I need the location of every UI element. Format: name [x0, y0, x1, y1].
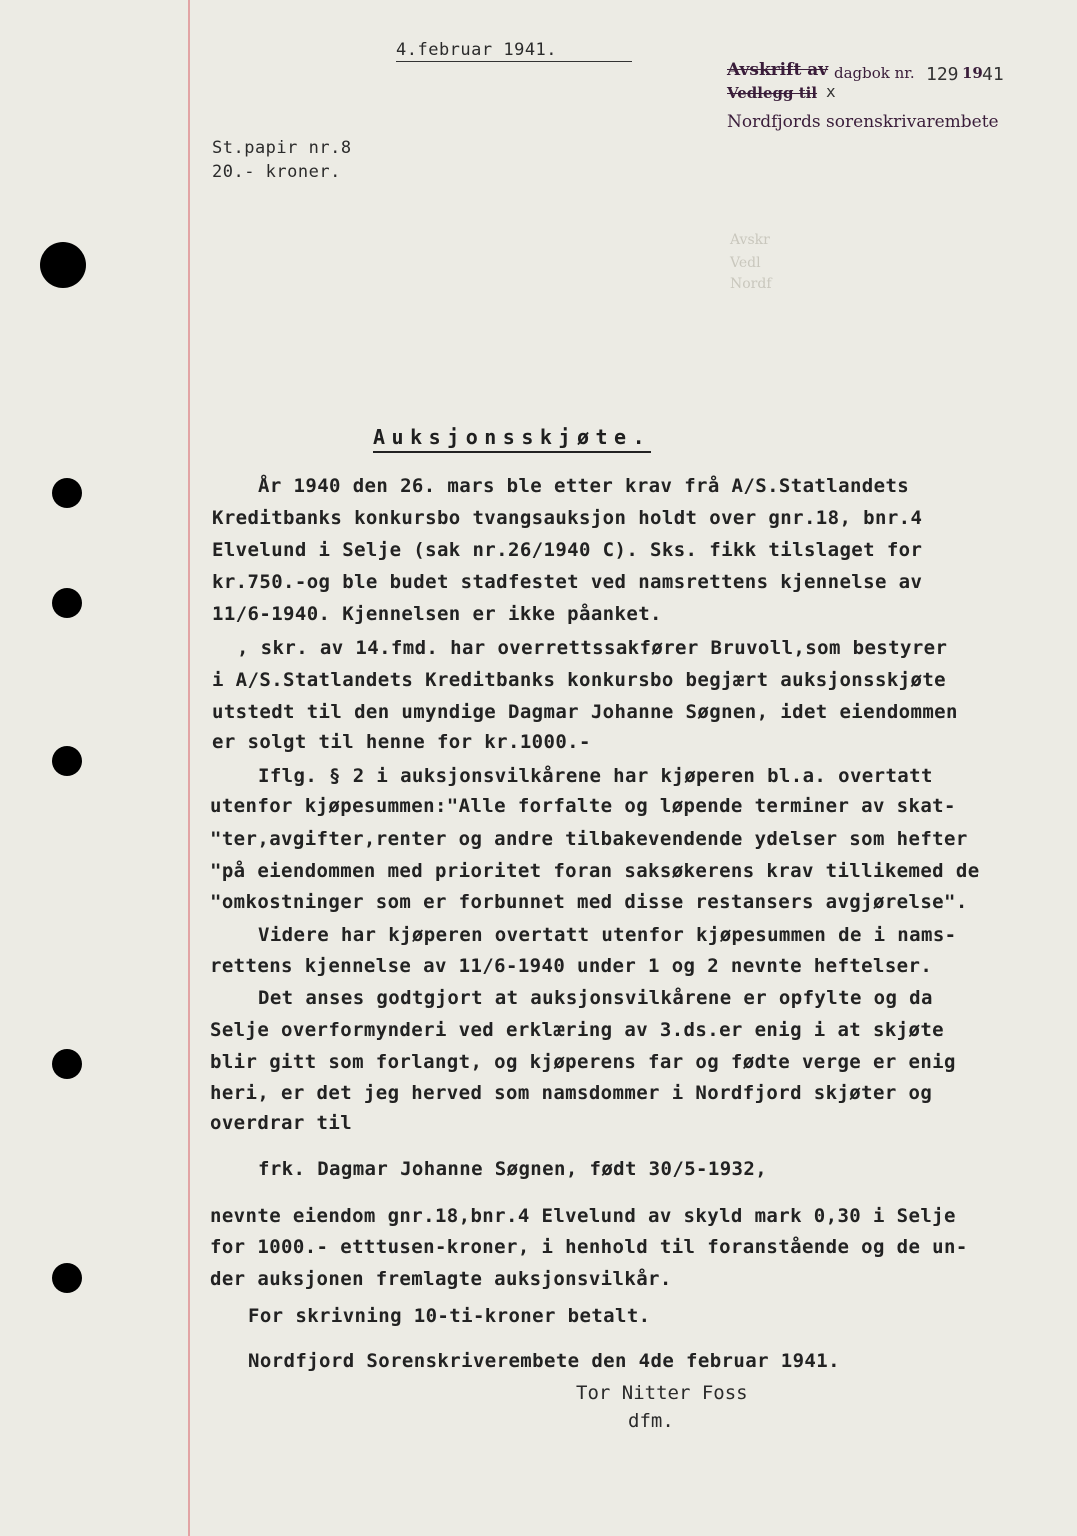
stamp-dagbok: dagbok nr. — [834, 64, 915, 82]
body-line: utstedt til den umyndige Dagmar Johanne Søgnen, idet eiendommen — [212, 701, 958, 723]
body-line: blir gitt som forlangt, og kjøperens far og fødte verge er enig — [210, 1051, 956, 1073]
body-line: for 1000.- etttusen-kroner, i henhold til foranstående og de un- — [210, 1236, 968, 1258]
body-line: nevnte eiendom gnr.18,bnr.4 Elvelund av skyld mark 0,30 i Selje — [210, 1205, 956, 1227]
body-line: heri, er det jeg herved som namsdommer i Nordfjord skjøter og — [210, 1082, 933, 1104]
body-line: 11/6-1940. Kjennelsen er ikke påanket. — [212, 603, 662, 625]
stamp-year-prefix: 19 — [962, 64, 983, 82]
faded-stamp-line: Avskr — [730, 232, 770, 248]
body-line: Kreditbanks konkursbo tvangsauksjon holdt over gnr.18, bnr.4 — [212, 507, 923, 529]
document-heading: Auksjonsskjøte. — [373, 425, 651, 453]
body-line: Selje overformynderi ved erklæring av 3.ds.er enig i at skjøte — [210, 1019, 945, 1041]
body-line: Videre har kjøperen overtatt utenfor kjøpesummen de i nams- — [258, 924, 957, 946]
signature-title: dfm. — [628, 1410, 674, 1432]
body-line: frk. Dagmar Johanne Søgnen, født 30/5-1932, — [258, 1158, 768, 1180]
body-line: , skr. av 14.fmd. har overrettssakfører Bruvoll,som bestyrer — [237, 637, 948, 659]
faded-stamp-line: Vedl — [730, 255, 761, 271]
body-line: overdrar til — [210, 1112, 353, 1134]
body-line: rettens kjennelse av 11/6-1940 under 1 og 2 nevnte heftelser. — [210, 955, 933, 977]
punch-hole — [52, 746, 82, 776]
signature-name: Tor Nitter Foss — [576, 1382, 748, 1404]
punch-hole — [40, 242, 86, 288]
margin-line — [188, 0, 190, 1536]
body-line: "på eiendommen med prioritet foran saksøkerens krav tillikemed de — [210, 860, 980, 882]
body-line: "ter,avgifter,renter og andre tilbakevendende ydelser som hefter — [210, 828, 968, 850]
body-line: "omkostninger som er forbunnet med disse restansers avgjørelse". — [210, 891, 968, 913]
body-line: For skrivning 10-ti-kroner betalt. — [248, 1305, 651, 1327]
stamp-vedlegg: Vedlegg til — [727, 84, 818, 102]
stamp-office: Nordfjords sorenskrivarembete — [727, 112, 999, 132]
punch-hole — [52, 478, 82, 508]
punch-hole — [52, 588, 82, 618]
body-line: Nordfjord Sorenskriverembete den 4de februar 1941. — [248, 1350, 840, 1372]
body-line: er solgt til henne for kr.1000.- — [212, 731, 591, 753]
faded-stamp-line: Nordf — [730, 276, 772, 292]
punch-hole — [52, 1049, 82, 1079]
body-line: Elvelund i Selje (sak nr.26/1940 C). Sks. fikk tilslaget for — [212, 539, 923, 561]
stamp-vedlegg-extra: x — [826, 82, 836, 101]
document-date: 4.februar 1941. — [396, 40, 632, 62]
body-line: der auksjonen fremlagte auksjonsvilkår. — [210, 1268, 672, 1290]
body-line: Iflg. § 2 i auksjonsvilkårene har kjøperen bl.a. overtatt — [258, 765, 933, 787]
stamp-avskrift: Avskrift av — [727, 60, 829, 80]
body-line: i A/S.Statlandets Kreditbanks konkursbo begjært auksjonsskjøte — [212, 669, 947, 691]
punch-hole — [52, 1263, 82, 1293]
stamp-paper-price: 20.- kroner. — [212, 162, 341, 182]
body-line: Det anses godtgjort at auksjonsvilkårene er opfylte og da — [258, 987, 933, 1009]
body-line: utenfor kjøpesummen:"Alle forfalte og løpende terminer av skat- — [210, 795, 956, 817]
stamp-year: 41 — [982, 64, 1004, 85]
body-line: År 1940 den 26. mars ble etter krav frå A/S.Statlandets — [258, 475, 910, 497]
stamp-paper-number: St.papir nr.8 — [212, 138, 352, 158]
body-line: kr.750.-og ble budet stadfestet ved namsrettens kjennelse av — [212, 571, 923, 593]
stamp-dagbok-number: 129 — [926, 64, 959, 85]
